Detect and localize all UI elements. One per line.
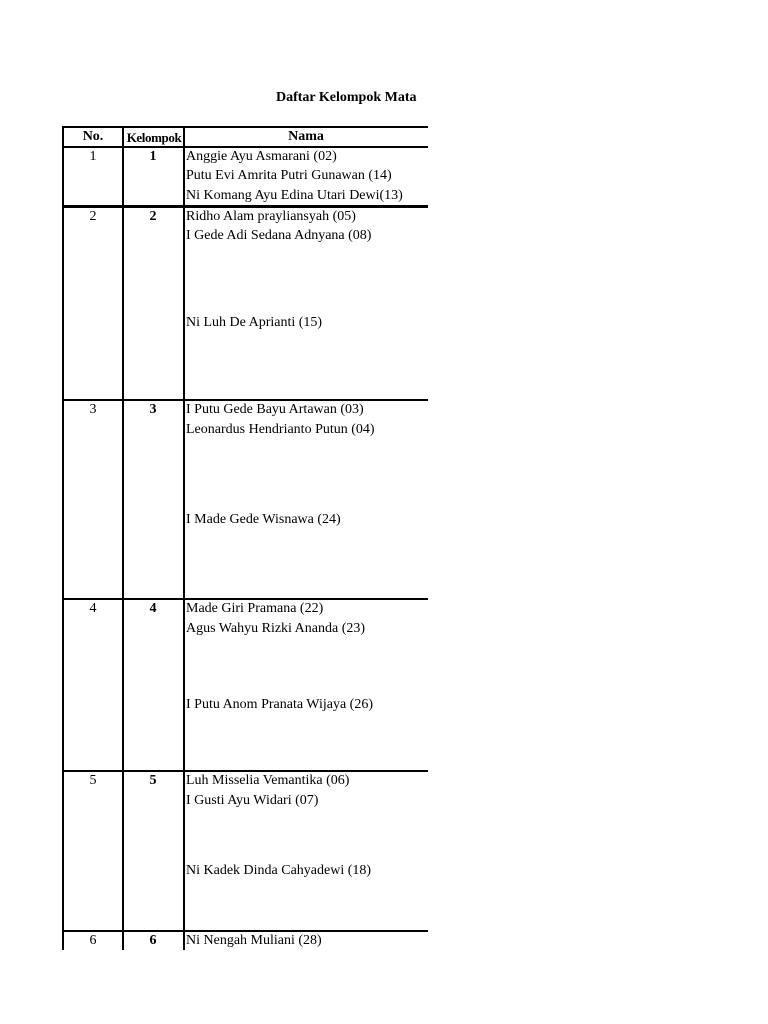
column-divider (122, 126, 124, 950)
member-name: Luh Misselia Vemantika (06) (186, 773, 350, 788)
row-kelompok: 1 (149, 149, 157, 164)
member-name: Putu Evi Amrita Putri Gunawan (14) (186, 168, 392, 183)
member-name: Made Giri Pramana (22) (186, 601, 324, 616)
member-name: I Putu Anom Pranata Wijaya (26) (186, 697, 373, 712)
member-name: I Gusti Ayu Widari (07) (186, 793, 319, 808)
row-no: 2 (89, 209, 97, 224)
member-name: Ni Komang Ayu Edina Utari Dewi(13) (186, 188, 403, 203)
member-name: Anggie Ayu Asmarani (02) (186, 149, 337, 164)
member-name: Ni Luh De Aprianti (15) (186, 315, 323, 330)
row-separator (63, 598, 428, 600)
row-kelompok: 6 (149, 933, 157, 948)
column-divider (183, 126, 185, 950)
member-name: Ni Nengah Muliani (28) (186, 933, 322, 948)
row-no: 4 (89, 601, 97, 616)
row-separator (63, 399, 428, 401)
row-kelompok: 4 (149, 601, 157, 616)
row-no: 5 (89, 773, 97, 788)
member-name: Ridho Alam prayliansyah (05) (186, 209, 356, 224)
header-kelompok: Kelompok (126, 130, 182, 145)
member-name: Agus Wahyu Rizki Ananda (23) (186, 621, 366, 636)
row-no: 1 (89, 149, 97, 164)
document-title: Daftar Kelompok Mata (276, 90, 417, 105)
row-separator (63, 930, 428, 932)
row-kelompok: 2 (149, 209, 157, 224)
row-kelompok: 5 (149, 773, 157, 788)
member-name: I Made Gede Wisnawa (24) (186, 512, 341, 527)
header-separator (63, 146, 428, 148)
member-name: I Putu Gede Bayu Artawan (03) (186, 402, 364, 417)
member-name: I Gede Adi Sedana Adnyana (08) (186, 228, 372, 243)
header-nama: Nama (288, 129, 324, 144)
row-separator (63, 770, 428, 772)
row-separator (63, 205, 428, 208)
table-border-left (62, 126, 64, 950)
table-border-top (63, 126, 428, 128)
member-name: Leonardus Hendrianto Putun (04) (186, 422, 375, 437)
header-no: No. (82, 129, 104, 144)
row-no: 6 (89, 933, 97, 948)
row-no: 3 (89, 402, 97, 417)
row-kelompok: 3 (149, 402, 157, 417)
member-name: Ni Kadek Dinda Cahyadewi (18) (186, 863, 372, 878)
